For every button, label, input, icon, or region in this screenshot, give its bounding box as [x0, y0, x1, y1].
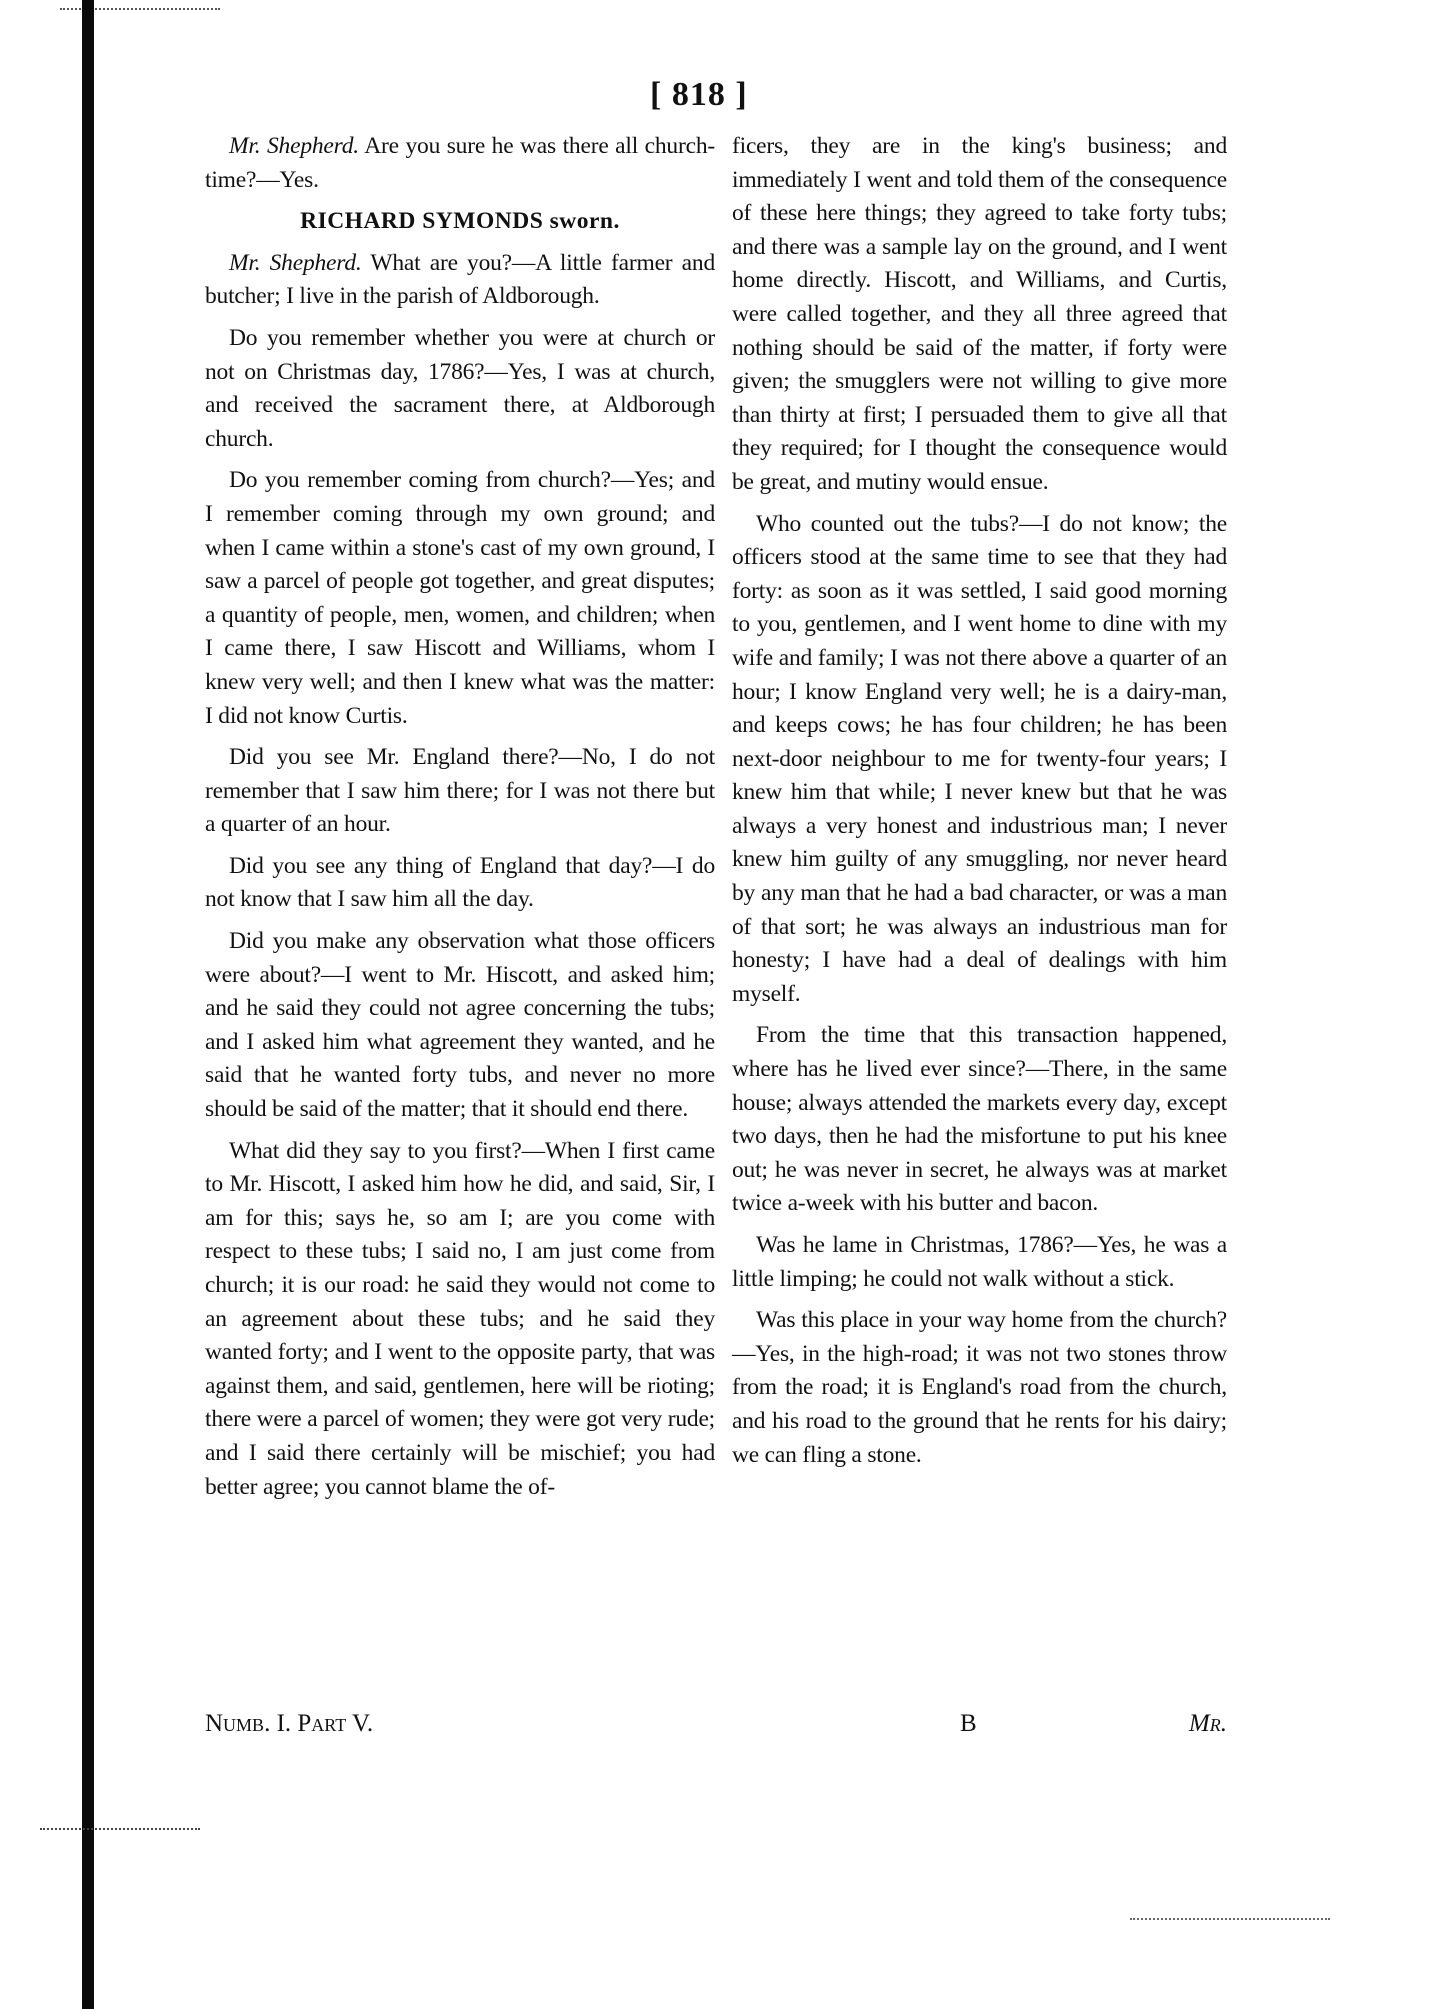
testimony-paragraph	[205, 322, 715, 456]
testimony-text: Was he lame in Christmas, 1786?—Yes, he was a little limping; he could not walk without a stick.	[732, 1232, 1227, 1292]
footer-number-part: Numb. I. Part V.	[205, 1710, 374, 1737]
testimony-text: Who counted out the tubs?—I do not know; the officers stood at the same time to see that they had forty: as soon as it was settled, I said good morning to you, gentlemen, and I went home to dine with my wife and family; I was not there above a quarter of an hour; I know England very well; he is a dairy-man, and keeps cows; he has four children; he has been next-door neighbour to me for twenty-four years; I knew him that while; I never knew but that he was always a very honest and industrious man; I never knew him guilty of any smuggling, nor never heard by any man that he had a bad character, or was a man of that sort; he was always an industrious man for honesty; I have had a deal of dealings with him myself.	[732, 510, 1227, 1007]
footer-signature-mark: B	[960, 1710, 977, 1737]
scan-noise-bottom-right	[1130, 1918, 1330, 1930]
testimony-text: Did you see any thing of England that day?—I do not know that I saw him all the day.	[205, 852, 715, 913]
testimony-paragraph	[732, 130, 1227, 500]
footer-catchword: Mr.	[1188, 1710, 1227, 1737]
left-column	[205, 130, 715, 1504]
page-footer	[205, 1710, 1227, 1746]
speaker-name: Mr. Shepherd.	[229, 249, 362, 276]
page-number: [ 818 ]	[650, 76, 748, 113]
testimony-text: ficers, they are in the king's business; and immediately I went and told them of the consequence of these here things; they agreed to take forty tubs; and there was a sample lay on the ground, and I went home directly. Hiscott, and Williams, and Curtis, were called together, and they all three agreed that nothing should be said of the matter, if forty were given; the smugglers were not willing to give more than thirty at first; I persuaded them to give all that they required; for I thought the consequence would be great, and mutiny would ensue.	[732, 133, 1227, 495]
testimony-text: From the time that this transaction happened, where has he lived ever since?—There, in the same house; always attended the markets every day, except two days, then he had the misfortune to put his knee out; he was never in secret, he always was at market twice a-week with his butter and bacon.	[732, 1022, 1227, 1217]
scan-left-edge-shadow	[82, 0, 94, 2009]
testimony-paragraph	[732, 1019, 1227, 1221]
testimony-text: Was this place in your way home from the church?—Yes, in the high-road; it was not two stones throw from the road; it is England's road from the church, and his road to the ground that he rents for his dairy; we can fling a stone.	[732, 1307, 1227, 1468]
witness-heading: RICHARD SYMONDS sworn.	[300, 208, 620, 235]
testimony-paragraph	[732, 1229, 1227, 1296]
speaker-name: Mr. Shepherd.	[229, 133, 359, 159]
testimony-text: Are you sure he was there all church-time?—Yes.	[205, 133, 715, 193]
testimony-text: Did you make any observation what those officers were about?—I went to Mr. Hiscott, and asked him; and he said they could not agree concerning the tubs; and I asked him what agreement they wanted, and he said that he wanted forty tubs, and never no more should be said of the matter; that it should end there.	[205, 928, 715, 1123]
testimony-text: What are you?—A little farmer and butcher; I live in the parish of Aldborough.	[205, 249, 715, 310]
testimony-text: What did they say to you first?—When I first came to Mr. Hiscott, I asked him how he did, and said, Sir, I am for this; says he, so am I; are you come with respect to these tubs; I said no, I am just come from church; it is our road: he said they would not come to an agreement about these tubs; and he said they wanted forty; and I went to the opposite party, that was against them, and said, gentlemen, here will be rioting; there were a parcel of women; they were got very rude; and I said there certainly will be mischief; you had better agree; you cannot blame the of-	[205, 1137, 715, 1500]
testimony-paragraph	[205, 1135, 715, 1505]
testimony-paragraph	[205, 741, 715, 842]
testimony-paragraph	[205, 130, 715, 197]
testimony-text: Did you see Mr. England there?—No, I do not remember that I saw him there; for I was not there but a quarter of an hour.	[205, 744, 715, 838]
testimony-paragraph	[205, 850, 715, 917]
right-column	[732, 130, 1227, 1472]
testimony-paragraph	[732, 508, 1227, 1012]
testimony-text: Do you remember coming from church?—Yes; and I remember coming through my own ground; and when I came within a stone's cast of my own ground, I saw a parcel of people got together, and great disputes; a quantity of people, men, women, and children; when I came there, I saw Hiscott and Williams, whom I knew very well; and then I knew what was the matter: I did not know Curtis.	[205, 467, 715, 729]
testimony-paragraph	[732, 1304, 1227, 1472]
testimony-paragraph	[205, 464, 715, 733]
testimony-paragraph	[205, 247, 715, 314]
scan-noise-bottom	[40, 1828, 200, 1840]
testimony-paragraph	[205, 925, 715, 1127]
testimony-text: Do you remember whether you were at church or not on Christmas day, 1786?—Yes, I was at church, and received the sacrament there, at Aldborough church.	[205, 324, 715, 452]
